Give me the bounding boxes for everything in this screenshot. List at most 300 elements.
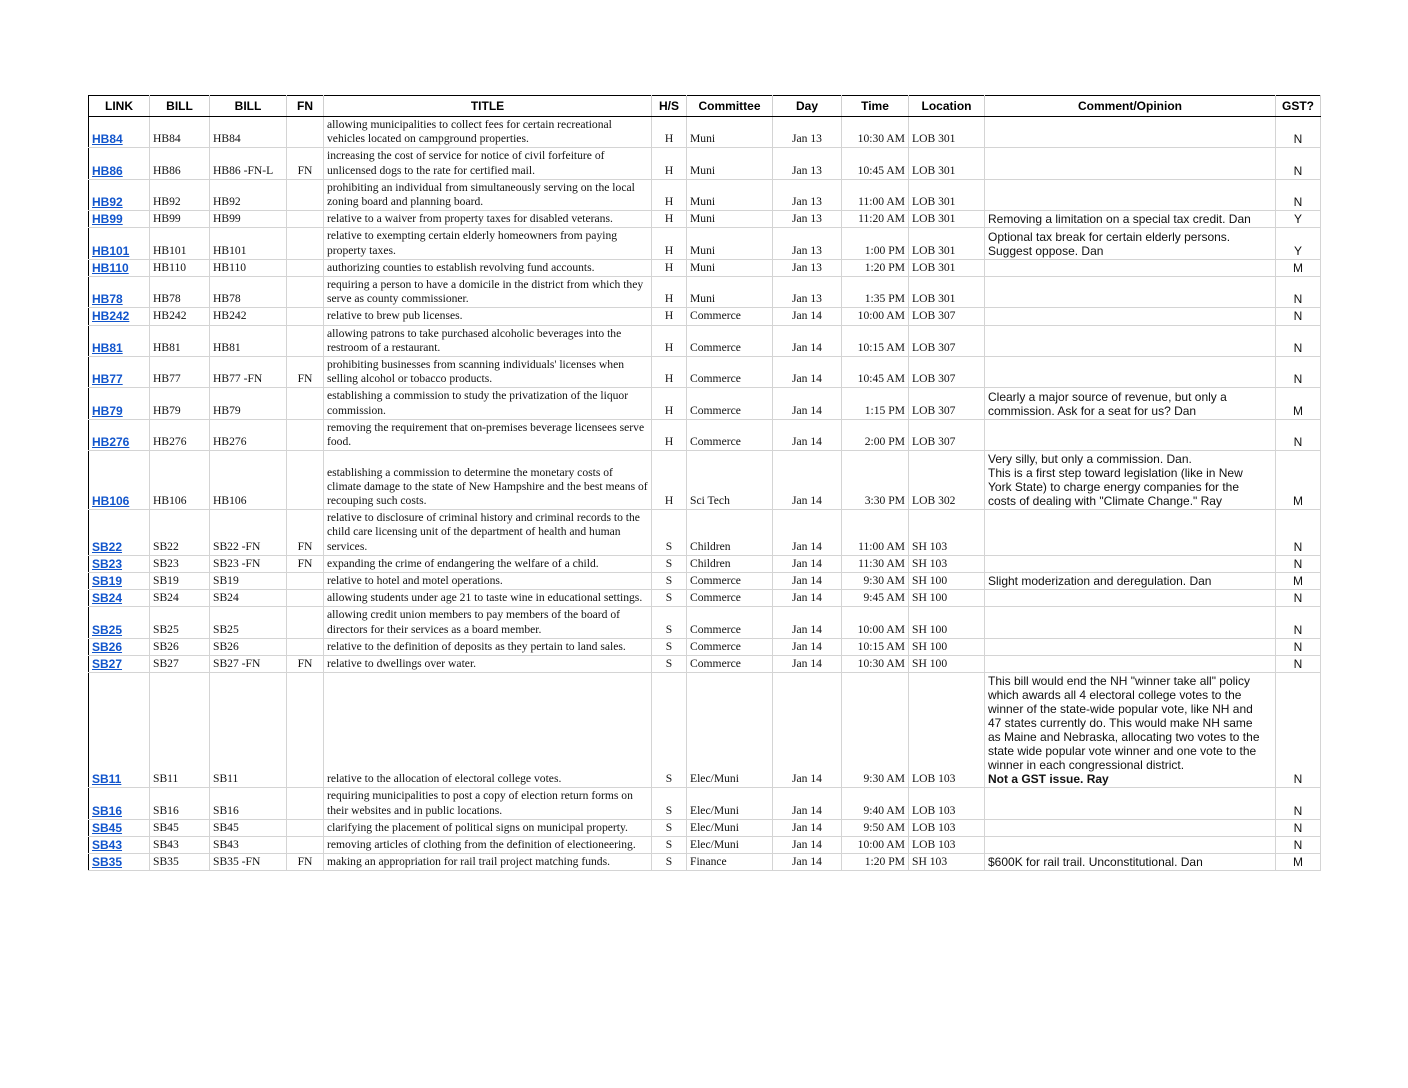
hearing-day: Jan 14 bbox=[773, 819, 842, 836]
comment-opinion bbox=[985, 638, 1276, 655]
hearing-day: Jan 14 bbox=[773, 573, 842, 590]
bill-link[interactable]: HB79 bbox=[92, 403, 123, 418]
hearing-day: Jan 13 bbox=[773, 211, 842, 228]
gst-flag: N bbox=[1276, 590, 1321, 607]
table-row bbox=[89, 510, 1321, 556]
fiscal-note bbox=[287, 673, 324, 788]
committee: Commerce bbox=[687, 308, 773, 325]
bill-link[interactable]: SB27 bbox=[92, 657, 123, 672]
committee: Muni bbox=[687, 277, 773, 308]
hearing-location: LOB 302 bbox=[909, 451, 985, 510]
house-senate: S bbox=[652, 673, 687, 788]
bill-link[interactable]: SB22 bbox=[92, 539, 123, 554]
house-senate: H bbox=[652, 117, 687, 148]
bill-number-full: HB242 bbox=[210, 308, 287, 325]
comment-opinion bbox=[985, 510, 1276, 556]
hearing-location: SH 103 bbox=[909, 555, 985, 572]
hearing-time: 10:15 AM bbox=[842, 325, 909, 356]
house-senate: S bbox=[652, 854, 687, 871]
comment-opinion bbox=[985, 259, 1276, 276]
comment-line: costs of dealing with "Climate Change." Ray bbox=[988, 494, 1222, 509]
bill-title: relative to the allocation of electoral college votes. bbox=[324, 673, 652, 788]
gst-flag: N bbox=[1276, 673, 1321, 788]
bill-title: relative to brew pub licenses. bbox=[324, 308, 652, 325]
comment-opinion bbox=[985, 357, 1276, 388]
table-row bbox=[89, 673, 1321, 788]
hearing-time: 10:30 AM bbox=[842, 656, 909, 673]
house-senate: S bbox=[652, 819, 687, 836]
fiscal-note bbox=[287, 325, 324, 356]
gst-flag: N bbox=[1276, 555, 1321, 572]
bill-title: relative to a waiver from property taxes for disabled veterans. bbox=[324, 211, 652, 228]
house-senate: H bbox=[652, 308, 687, 325]
committee: Muni bbox=[687, 259, 773, 276]
committee: Elec/Muni bbox=[687, 836, 773, 853]
fiscal-note bbox=[287, 590, 324, 607]
hearing-location: SH 103 bbox=[909, 854, 985, 871]
table-row bbox=[89, 788, 1321, 819]
bill-link[interactable]: SB43 bbox=[92, 837, 123, 852]
comment-opinion bbox=[985, 590, 1276, 607]
bill-number-full: HB110 bbox=[210, 259, 287, 276]
bill-link[interactable]: HB77 bbox=[92, 372, 123, 387]
bill-number-full: SB19 bbox=[210, 573, 287, 590]
hearing-time: 11:30 AM bbox=[842, 555, 909, 572]
comment-opinion bbox=[985, 819, 1276, 836]
gst-flag: N bbox=[1276, 325, 1321, 356]
comment-line: 47 states currently do. This would make NH same bbox=[988, 716, 1253, 731]
hearing-time: 9:40 AM bbox=[842, 788, 909, 819]
house-senate: H bbox=[652, 259, 687, 276]
bill-number: SB23 bbox=[150, 555, 210, 572]
hearing-location: LOB 301 bbox=[909, 259, 985, 276]
bill-link[interactable]: HB86 bbox=[92, 163, 123, 178]
bill-number: HB84 bbox=[150, 117, 210, 148]
committee: Commerce bbox=[687, 573, 773, 590]
bill-link[interactable]: HB99 bbox=[92, 212, 123, 227]
comment-line: Not a GST issue. Ray bbox=[988, 772, 1109, 787]
fiscal-note: FN bbox=[287, 656, 324, 673]
bill-link-cell bbox=[89, 451, 150, 510]
bill-link[interactable]: SB35 bbox=[92, 855, 123, 870]
hearing-location: LOB 307 bbox=[909, 357, 985, 388]
hearing-day: Jan 13 bbox=[773, 148, 842, 179]
hearing-time: 9:45 AM bbox=[842, 590, 909, 607]
bill-title: prohibiting an individual from simultaneously serving on the local zoning board and planning board. bbox=[324, 179, 652, 210]
bill-number: SB16 bbox=[150, 788, 210, 819]
hearing-location: LOB 103 bbox=[909, 673, 985, 788]
bill-link-cell bbox=[89, 854, 150, 871]
gst-flag: N bbox=[1276, 607, 1321, 638]
bill-link-cell bbox=[89, 211, 150, 228]
hearing-location: LOB 301 bbox=[909, 228, 985, 259]
bill-number: SB35 bbox=[150, 854, 210, 871]
committee: Muni bbox=[687, 211, 773, 228]
gst-flag: M bbox=[1276, 451, 1321, 510]
gst-flag: N bbox=[1276, 419, 1321, 450]
committee: Muni bbox=[687, 228, 773, 259]
house-senate: S bbox=[652, 555, 687, 572]
header-link: LINK bbox=[89, 96, 150, 117]
header-day: Day bbox=[773, 96, 842, 117]
table-row bbox=[89, 590, 1321, 607]
bill-link[interactable]: HB242 bbox=[92, 309, 130, 324]
comment-opinion bbox=[985, 854, 1276, 871]
committee: Commerce bbox=[687, 357, 773, 388]
bill-link[interactable]: HB101 bbox=[92, 243, 130, 258]
comment-line: winner of the state-wide popular vote, like NH and bbox=[988, 702, 1253, 717]
bill-number-full: SB43 bbox=[210, 836, 287, 853]
bill-number-full: SB24 bbox=[210, 590, 287, 607]
hearing-location: LOB 301 bbox=[909, 179, 985, 210]
comment-opinion bbox=[985, 673, 1276, 788]
comment-opinion bbox=[985, 656, 1276, 673]
bill-number-full: SB22 -FN bbox=[210, 510, 287, 556]
comment-line: $600K for rail trail. Unconstitutional. Dan bbox=[988, 855, 1203, 870]
bill-title: requiring municipalities to post a copy of election return forms on their websites and in public locations. bbox=[324, 788, 652, 819]
house-senate: H bbox=[652, 228, 687, 259]
gst-flag: N bbox=[1276, 836, 1321, 853]
house-senate: H bbox=[652, 211, 687, 228]
bill-number: SB11 bbox=[150, 673, 210, 788]
bill-link[interactable]: SB26 bbox=[92, 639, 123, 654]
committee: Commerce bbox=[687, 590, 773, 607]
house-senate: S bbox=[652, 788, 687, 819]
table-row bbox=[89, 638, 1321, 655]
comment-line: Removing a limitation on a special tax credit. Dan bbox=[988, 212, 1251, 227]
bill-number-full: SB16 bbox=[210, 788, 287, 819]
hearing-day: Jan 14 bbox=[773, 451, 842, 510]
header-gst: GST? bbox=[1276, 96, 1321, 117]
comment-opinion bbox=[985, 308, 1276, 325]
bill-link-cell bbox=[89, 179, 150, 210]
hearing-time: 1:20 PM bbox=[842, 259, 909, 276]
bill-link[interactable]: SB19 bbox=[92, 574, 123, 589]
bill-title: clarifying the placement of political signs on municipal property. bbox=[324, 819, 652, 836]
bill-link[interactable]: SB16 bbox=[92, 803, 123, 818]
bill-link-cell bbox=[89, 357, 150, 388]
comment-opinion bbox=[985, 836, 1276, 853]
comment-line: which awards all 4 electoral college votes to the bbox=[988, 688, 1242, 703]
bill-link-cell bbox=[89, 148, 150, 179]
comment-opinion bbox=[985, 228, 1276, 259]
table-row bbox=[89, 259, 1321, 276]
table-row bbox=[89, 179, 1321, 210]
comment-opinion bbox=[985, 788, 1276, 819]
comment-opinion bbox=[985, 148, 1276, 179]
fiscal-note bbox=[287, 451, 324, 510]
header-time: Time bbox=[842, 96, 909, 117]
bill-number: HB110 bbox=[150, 259, 210, 276]
hearing-location: LOB 103 bbox=[909, 819, 985, 836]
hearing-location: LOB 301 bbox=[909, 117, 985, 148]
bill-title: relative to the definition of deposits as they pertain to land sales. bbox=[324, 638, 652, 655]
hearing-location: LOB 103 bbox=[909, 788, 985, 819]
bill-link-cell bbox=[89, 656, 150, 673]
bill-title: removing the requirement that on-premises beverage licensees serve food. bbox=[324, 419, 652, 450]
bill-title: increasing the cost of service for notice of civil forfeiture of unlicensed dogs to the rate for certified mail. bbox=[324, 148, 652, 179]
bill-number-full: SB23 -FN bbox=[210, 555, 287, 572]
committee: Elec/Muni bbox=[687, 819, 773, 836]
gst-flag: N bbox=[1276, 117, 1321, 148]
bill-link[interactable]: SB24 bbox=[92, 591, 123, 606]
bill-link[interactable]: SB25 bbox=[92, 622, 123, 637]
committee: Sci Tech bbox=[687, 451, 773, 510]
bill-link[interactable]: SB23 bbox=[92, 556, 123, 571]
bill-number: SB19 bbox=[150, 573, 210, 590]
comment-line: state wide popular vote winner and one vote to the bbox=[988, 744, 1257, 759]
bill-number-full: SB26 bbox=[210, 638, 287, 655]
fiscal-note: FN bbox=[287, 357, 324, 388]
house-senate: S bbox=[652, 607, 687, 638]
hearing-location: LOB 307 bbox=[909, 325, 985, 356]
bill-link[interactable]: HB78 bbox=[92, 292, 123, 307]
bill-number-full: HB99 bbox=[210, 211, 287, 228]
house-senate: S bbox=[652, 573, 687, 590]
hearing-time: 1:20 PM bbox=[842, 854, 909, 871]
hearing-time: 9:30 AM bbox=[842, 673, 909, 788]
header-fn: FN bbox=[287, 96, 324, 117]
bill-number: HB242 bbox=[150, 308, 210, 325]
hearing-day: Jan 14 bbox=[773, 510, 842, 556]
comment-line: Slight moderization and deregulation. Dan bbox=[988, 574, 1212, 589]
hearing-time: 10:45 AM bbox=[842, 357, 909, 388]
hearing-time: 1:15 PM bbox=[842, 388, 909, 419]
hearing-location: LOB 307 bbox=[909, 419, 985, 450]
house-senate: H bbox=[652, 419, 687, 450]
bill-number-full: SB35 -FN bbox=[210, 854, 287, 871]
bill-number-full: HB101 bbox=[210, 228, 287, 259]
comment-line: This bill would end the NH "winner take all" policy bbox=[988, 674, 1250, 689]
bill-number: HB106 bbox=[150, 451, 210, 510]
comment-line: commission. Ask for a seat for us? Dan bbox=[988, 403, 1197, 418]
bill-link-cell bbox=[89, 510, 150, 556]
gst-flag: N bbox=[1276, 788, 1321, 819]
table-row bbox=[89, 656, 1321, 673]
gst-flag: N bbox=[1276, 510, 1321, 556]
house-senate: S bbox=[652, 510, 687, 556]
bill-link[interactable]: SB45 bbox=[92, 820, 123, 835]
bill-number: SB27 bbox=[150, 656, 210, 673]
bill-title: allowing students under age 21 to taste wine in educational settings. bbox=[324, 590, 652, 607]
gst-flag: N bbox=[1276, 656, 1321, 673]
header-committee: Committee bbox=[687, 96, 773, 117]
bill-number-full: SB27 -FN bbox=[210, 656, 287, 673]
bill-link-cell bbox=[89, 607, 150, 638]
bill-number: SB45 bbox=[150, 819, 210, 836]
house-senate: H bbox=[652, 179, 687, 210]
hearing-location: LOB 307 bbox=[909, 388, 985, 419]
hearing-time: 11:00 AM bbox=[842, 179, 909, 210]
fiscal-note: FN bbox=[287, 854, 324, 871]
comment-opinion bbox=[985, 607, 1276, 638]
bill-number: HB101 bbox=[150, 228, 210, 259]
bill-number-full: HB106 bbox=[210, 451, 287, 510]
bill-number: HB86 bbox=[150, 148, 210, 179]
bill-link-cell bbox=[89, 277, 150, 308]
bill-title: allowing credit union members to pay members of the board of directors for their services as a board member. bbox=[324, 607, 652, 638]
bill-number-full: HB77 -FN bbox=[210, 357, 287, 388]
hearing-time: 10:45 AM bbox=[842, 148, 909, 179]
hearing-location: LOB 103 bbox=[909, 836, 985, 853]
table-row bbox=[89, 388, 1321, 419]
comment-opinion bbox=[985, 277, 1276, 308]
bill-title: allowing municipalities to collect fees for certain recreational vehicles located on campground properties. bbox=[324, 117, 652, 148]
header-title: TITLE bbox=[324, 96, 652, 117]
hearing-day: Jan 13 bbox=[773, 117, 842, 148]
gst-flag: Y bbox=[1276, 211, 1321, 228]
gst-flag: N bbox=[1276, 277, 1321, 308]
gst-flag: N bbox=[1276, 638, 1321, 655]
committee: Commerce bbox=[687, 638, 773, 655]
bill-link-cell bbox=[89, 308, 150, 325]
comment-line: as Maine and Nebraska, allocating two votes to the bbox=[988, 730, 1260, 745]
bill-hearing-table bbox=[88, 95, 1321, 871]
bill-number-full: HB92 bbox=[210, 179, 287, 210]
bill-link-cell bbox=[89, 388, 150, 419]
bill-title: requiring a person to have a domicile in the district from which they serve as county commissioner. bbox=[324, 277, 652, 308]
bill-link-cell bbox=[89, 819, 150, 836]
table-row bbox=[89, 228, 1321, 259]
hearing-day: Jan 14 bbox=[773, 555, 842, 572]
table-row bbox=[89, 148, 1321, 179]
hearing-time: 1:35 PM bbox=[842, 277, 909, 308]
committee: Children bbox=[687, 510, 773, 556]
comment-line: Clearly a major source of revenue, but only a bbox=[988, 389, 1227, 404]
bill-link-cell bbox=[89, 117, 150, 148]
committee: Commerce bbox=[687, 656, 773, 673]
fiscal-note bbox=[287, 388, 324, 419]
table-row bbox=[89, 419, 1321, 450]
fiscal-note: FN bbox=[287, 510, 324, 556]
committee: Commerce bbox=[687, 388, 773, 419]
gst-flag: M bbox=[1276, 854, 1321, 871]
comment-opinion bbox=[985, 451, 1276, 510]
comment-opinion bbox=[985, 573, 1276, 590]
hearing-time: 3:30 PM bbox=[842, 451, 909, 510]
bill-number: HB77 bbox=[150, 357, 210, 388]
hearing-location: LOB 307 bbox=[909, 308, 985, 325]
hearing-time: 10:00 AM bbox=[842, 308, 909, 325]
gst-flag: Y bbox=[1276, 228, 1321, 259]
hearing-time: 10:00 AM bbox=[842, 836, 909, 853]
comment-opinion bbox=[985, 419, 1276, 450]
bill-number-full: SB11 bbox=[210, 673, 287, 788]
gst-flag: N bbox=[1276, 819, 1321, 836]
bill-link-cell bbox=[89, 259, 150, 276]
hearing-day: Jan 14 bbox=[773, 673, 842, 788]
bill-number-full: HB86 -FN-L bbox=[210, 148, 287, 179]
hearing-time: 11:00 AM bbox=[842, 510, 909, 556]
bill-link[interactable]: SB11 bbox=[92, 772, 122, 787]
hearing-location: LOB 301 bbox=[909, 148, 985, 179]
committee: Elec/Muni bbox=[687, 788, 773, 819]
hearing-time: 9:30 AM bbox=[842, 573, 909, 590]
bill-number-full: SB45 bbox=[210, 819, 287, 836]
fiscal-note bbox=[287, 788, 324, 819]
bill-link[interactable]: HB110 bbox=[92, 260, 129, 275]
table-row bbox=[89, 325, 1321, 356]
bill-number-full: HB78 bbox=[210, 277, 287, 308]
header-location: Location bbox=[909, 96, 985, 117]
bill-number-full: HB276 bbox=[210, 419, 287, 450]
hearing-time: 10:15 AM bbox=[842, 638, 909, 655]
hearing-day: Jan 14 bbox=[773, 607, 842, 638]
bill-link[interactable]: HB92 bbox=[92, 195, 123, 210]
bill-title: relative to exempting certain elderly homeowners from paying property taxes. bbox=[324, 228, 652, 259]
bill-link-cell bbox=[89, 638, 150, 655]
hearing-time: 11:20 AM bbox=[842, 211, 909, 228]
house-senate: H bbox=[652, 148, 687, 179]
gst-flag: N bbox=[1276, 357, 1321, 388]
house-senate: H bbox=[652, 357, 687, 388]
bill-link-cell bbox=[89, 573, 150, 590]
hearing-day: Jan 13 bbox=[773, 228, 842, 259]
hearing-day: Jan 14 bbox=[773, 419, 842, 450]
committee: Commerce bbox=[687, 419, 773, 450]
comment-line: Suggest oppose. Dan bbox=[988, 243, 1104, 258]
table-row bbox=[89, 819, 1321, 836]
fiscal-note bbox=[287, 607, 324, 638]
gst-flag: M bbox=[1276, 388, 1321, 419]
bill-title: authorizing counties to establish revolving fund accounts. bbox=[324, 259, 652, 276]
bill-number: HB99 bbox=[150, 211, 210, 228]
hearing-day: Jan 14 bbox=[773, 836, 842, 853]
bill-link-cell bbox=[89, 325, 150, 356]
hearing-location: SH 103 bbox=[909, 510, 985, 556]
bill-link[interactable]: HB84 bbox=[92, 132, 123, 147]
committee: Commerce bbox=[687, 325, 773, 356]
bill-title: relative to disclosure of criminal history and criminal records to the child care licensing unit of the department of health and human services. bbox=[324, 510, 652, 556]
header-comment: Comment/Opinion bbox=[985, 96, 1276, 117]
table-row bbox=[89, 607, 1321, 638]
comment-line: Very silly, but only a commission. Dan. bbox=[988, 452, 1192, 467]
house-senate: H bbox=[652, 388, 687, 419]
bill-number: HB81 bbox=[150, 325, 210, 356]
hearing-day: Jan 14 bbox=[773, 788, 842, 819]
comment-opinion bbox=[985, 325, 1276, 356]
bill-number: HB92 bbox=[150, 179, 210, 210]
bill-link[interactable]: HB106 bbox=[92, 494, 130, 509]
hearing-day: Jan 14 bbox=[773, 357, 842, 388]
hearing-day: Jan 14 bbox=[773, 854, 842, 871]
committee: Children bbox=[687, 555, 773, 572]
comment-opinion bbox=[985, 388, 1276, 419]
header-bill: BILL bbox=[150, 96, 210, 117]
bill-link[interactable]: HB81 bbox=[92, 340, 123, 355]
house-senate: S bbox=[652, 656, 687, 673]
bill-link[interactable]: HB276 bbox=[92, 435, 130, 450]
bill-title: removing articles of clothing from the definition of electioneering. bbox=[324, 836, 652, 853]
hearing-day: Jan 14 bbox=[773, 638, 842, 655]
hearing-time: 9:50 AM bbox=[842, 819, 909, 836]
fiscal-note bbox=[287, 228, 324, 259]
fiscal-note bbox=[287, 819, 324, 836]
header-row bbox=[89, 96, 1321, 117]
table-row bbox=[89, 555, 1321, 572]
bill-title: prohibiting businesses from scanning individuals' licenses when selling alcohol or tobacco products. bbox=[324, 357, 652, 388]
bill-number-full: HB79 bbox=[210, 388, 287, 419]
committee: Muni bbox=[687, 148, 773, 179]
table-row bbox=[89, 308, 1321, 325]
table-row bbox=[89, 451, 1321, 510]
bill-title: relative to hotel and motel operations. bbox=[324, 573, 652, 590]
gst-flag: N bbox=[1276, 308, 1321, 325]
table-row bbox=[89, 211, 1321, 228]
bill-title: establishing a commission to study the privatization of the liquor commission. bbox=[324, 388, 652, 419]
bill-title: allowing patrons to take purchased alcoholic beverages into the restroom of a restaurant. bbox=[324, 325, 652, 356]
fiscal-note bbox=[287, 277, 324, 308]
